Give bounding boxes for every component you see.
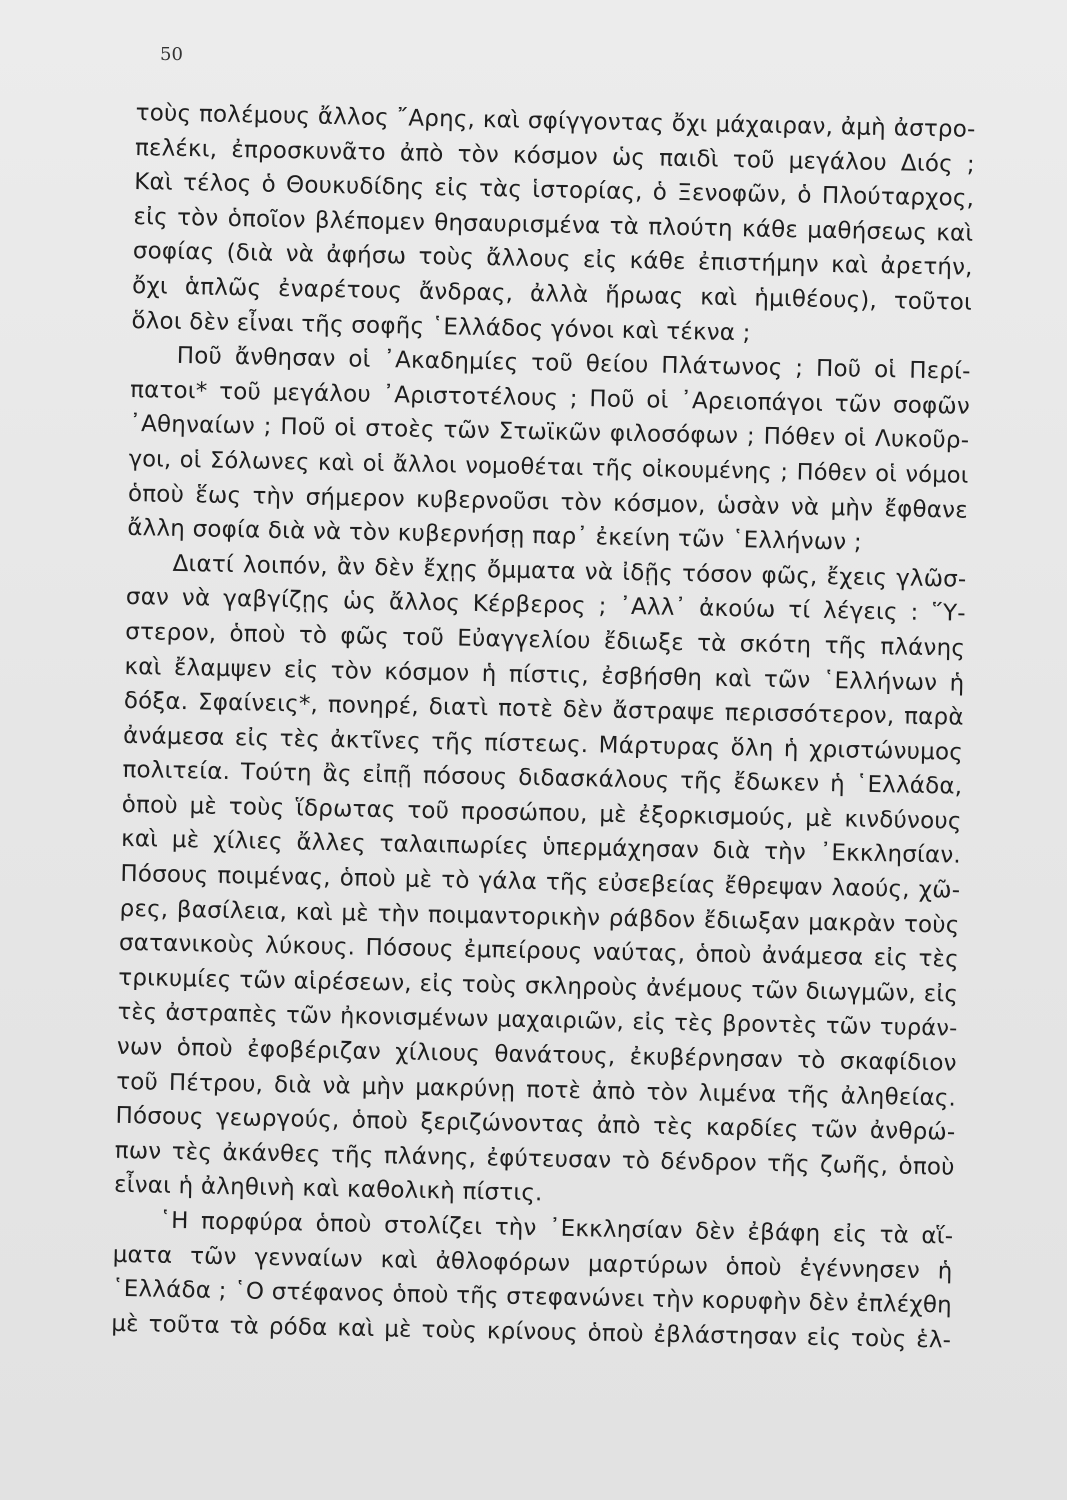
text-line: ματα τῶν γενναίων καὶ ἀθλοφόρων μαρτύρων ὁποὺ ἐγέννησεν ἡ [112,1241,953,1285]
text-line: σατανικοὺς λύκους. Πόσους ἐμπείρους ναύτας, ὁποὺ ἀνάμεσα εἰς τὲς [118,930,960,973]
text-line: τρικυμίες τῶν αἱρέσεων, εἰς τοὺς σκληροὺς ἀνέμους τῶν διωγμῶν, εἰς [118,964,959,1008]
text-line: εἰς τὸν ὁποῖον βλέπομεν θησαυρισμένα τὰ πλούτη κάθε μαθήσεως καὶ [133,203,974,247]
text-line: ὅλοι δὲν εἶναι τῆς σοφῆς ῾Ελλάδος γόνοι καὶ τέκνα ; [131,307,751,346]
text-line: γοι, οἱ Σόλωνες καὶ οἱ ἄλλοι νομοθέται τῆς οἰκουμένης ; Πόθεν οἱ νόμοι [128,445,969,489]
text-line: Ποῦ ἄνθησαν οἱ ᾿Ακαδημίες τοῦ θείου Πλάτωνος ; Ποῦ οἱ Περί- [176,343,971,385]
text-line: ὁποὺ ἕως τὴν σήμερον κυβερνοῦσι τὸν κόσμον, ὡσὰν νὰ μὴν ἔφθανε [127,480,969,524]
text-line: ᾿Αθηναίων ; Ποῦ οἱ στοὲς τῶν Στωϊκῶν φιλοσόφων ; Πόθεν οἱ Λυκοῦρ- [129,411,970,455]
text-line: δόξα. Σφαίνεις*, πονηρέ, διατὶ ποτὲ δὲν ἄστραψε περισσότερον, παρὰ [123,687,964,731]
text-line: σαν νὰ γαβγίζῃς ὡς ἄλλος Κέρβερος ; ᾿Αλλ᾿ ἀκούω τί λέγεις : ῞Υ- [125,584,967,628]
text-line: σοφίας (διὰ νὰ ἀφήσω τοὺς ἄλλους εἰς κάθε ἐπιστήμην καὶ ἀρετήν, [132,238,973,282]
text-line: μὲ τοῦτα τὰ ρόδα καὶ μὲ τοὺς κρίνους ὁποὺ ἐβλάστησαν εἰς τοὺς ἑλ- [111,1310,952,1354]
text-line: Πόσους ποιμένας, ὁποὺ μὲ τὸ γάλα τῆς εὐσεβείας ἔθρεψαν λαούς, χῶ- [120,860,961,904]
text-line: τοῦ Πέτρου, διὰ νὰ μὴν μακρύνῃ ποτὲ ἀπὸ τὸν λιμένα τῆς ἀληθείας. [115,1068,957,1112]
text-line: ῾Η πορφύρα ὁποὺ στολίζει τὴν ᾿Εκκλησίαν δὲν ἐβάφη εἰς τὰ αἵ- [159,1207,954,1250]
text-line: ἄλλη σοφία διὰ νὰ τὸν κυβερνήσῃ παρ᾿ ἐκείνη τῶν ῾Ελλήνων ; [127,515,863,556]
text-line: καὶ μὲ χίλιες ἄλλες ταλαιπωρίες ὑπερμάχησαν διὰ τὴν ᾿Εκκλησίαν. [120,826,962,870]
text-line: Καὶ τέλος ὁ Θουκυδίδης εἰς τὰς ἱστορίας, ὁ Ξενοφῶν, ὁ Πλούταρχος, [134,169,975,213]
text-line: Διατί λοιπόν, ἂν δὲν ἔχῃς ὄμματα νὰ ἰδῇς τόσον φῶς, ἔχεις γλῶσ- [172,550,967,593]
text-line: ὁποὺ μὲ τοὺς ἵδρωτας τοῦ προσώπου, μὲ ἐξορκισμούς, μὲ κινδύνους [121,791,962,835]
body-text [111,96,976,1358]
text-line: πολιτεία. Τούτη ἂς εἰπῇ πόσους διδασκάλους τῆς ἔδωκεν ἡ ῾Ελλάδα, [122,757,963,801]
page-number: 50 [160,44,183,65]
text-line: εἶναι ἡ ἀληθινὴ καὶ καθολικὴ πίστις. [113,1172,543,1207]
text-line: πατοι* τοῦ μεγάλου ᾿Αριστοτέλους ; Ποῦ οἱ ᾿Αρειοπάγοι τῶν σοφῶν [129,376,971,420]
text-line: ρες, βασίλεια, καὶ μὲ τὴν ποιμαντορικὴν ράβδον ἔδιωξαν μακρὰν τοὺς [119,895,960,939]
text-line: ῾Ελλάδα ; ῾Ο στέφανος ὁποὺ τῆς στεφανώνει τὴν κορυφὴν δὲν ἐπλέχθη [111,1275,953,1319]
text-line: πελέκι, ἐπροσκυνᾶτο ἀπὸ τὸν κόσμον ὡς παιδὶ τοῦ μεγάλου Διός ; [134,134,976,178]
text-line: στερον, ὁποὺ τὸ φῶς τοῦ Εὐαγγελίου ἔδιωξε τὰ σκότη τῆς πλάνης [124,618,966,662]
text-line: ἀνάμεσα εἰς τὲς ἀκτῖνες τῆς πίστεως. Μάρτυρας ὅλη ἡ χριστώνυμος [122,722,964,766]
text-line: ὄχι ἁπλῶς ἐναρέτους ἄνδρας, ἀλλὰ ἥρωας καὶ ἡμιθέους), τοῦτοι [131,272,973,316]
text-line: τὲς ἀστραπὲς τῶν ἠκονισμένων μαχαιριῶν, εἰς τὲς βροντὲς τῶν τυράν- [117,999,958,1043]
text-line: τοὺς πολέμους ἄλλος ῎Αρης, καὶ σφίγγοντας ὄχι μάχαιραν, ἀμὴ ἀστρο- [135,99,976,143]
text-line: καὶ ἔλαμψεν εἰς τὸν κόσμον ἡ πίστις, ἐσβήσθη καὶ τῶν ῾Ελλήνων ἡ [124,653,965,697]
text-line: Πόσους γεωργούς, ὁποὺ ξεριζώνοντας ἀπὸ τὲς καρδίες τῶν ἀνθρώ- [115,1103,956,1146]
text-line: νων ὁποὺ ἐφοβέριζαν χίλιους θανάτους, ἐκυβέρνησαν τὸ σκαφίδιον [116,1033,958,1077]
text-line: πων τὲς ἀκάνθες τῆς πλάνης, ἐφύτευσαν τὸ δένδρον τῆς ζωῆς, ὁποὺ [114,1137,955,1181]
